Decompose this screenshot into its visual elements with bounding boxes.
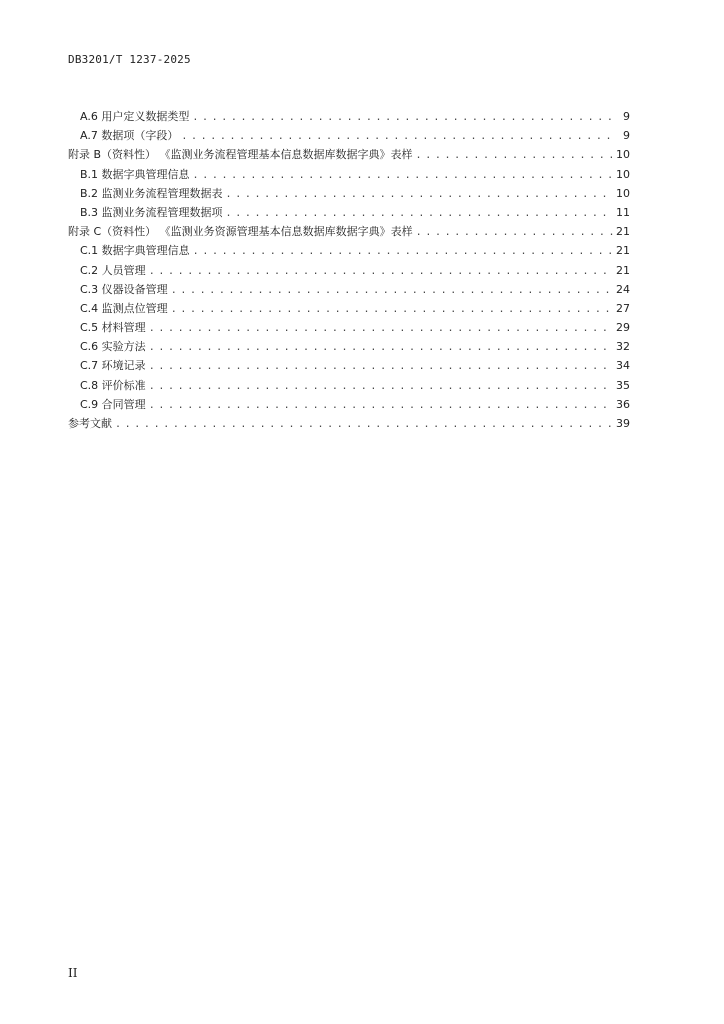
toc-leader-dots bbox=[171, 300, 613, 319]
toc-entry-label: C.7 环境记录 bbox=[80, 359, 146, 373]
toc-entry-label: 参考文献 bbox=[68, 417, 112, 430]
toc-leader-dots bbox=[115, 415, 613, 434]
table-of-contents bbox=[68, 107, 630, 433]
toc-leader-dots bbox=[226, 204, 613, 223]
toc-entry-page: 35 bbox=[616, 378, 630, 392]
toc-entry-page: 32 bbox=[616, 340, 630, 354]
toc-leader-dots bbox=[149, 262, 613, 281]
toc-entry-page: 11 bbox=[616, 205, 630, 219]
toc-entry[interactable] bbox=[68, 222, 630, 241]
toc-entry-page: 21 bbox=[616, 225, 630, 239]
toc-entry-page: 10 bbox=[616, 167, 630, 181]
toc-leader-dots bbox=[193, 166, 613, 185]
toc-leader-dots bbox=[171, 281, 613, 300]
toc-entry-page: 24 bbox=[616, 282, 630, 296]
toc-entry[interactable] bbox=[68, 376, 630, 395]
toc-leader-dots bbox=[149, 377, 613, 396]
toc-entry[interactable] bbox=[68, 107, 630, 126]
toc-entry-label: C.9 合同管理 bbox=[80, 397, 146, 411]
toc-entry[interactable] bbox=[68, 261, 630, 280]
toc-entry[interactable] bbox=[68, 356, 630, 375]
toc-leader-dots bbox=[149, 319, 613, 338]
toc-leader-dots bbox=[149, 396, 613, 415]
toc-entry-page: 27 bbox=[616, 301, 630, 315]
toc-entry-page: 29 bbox=[616, 321, 630, 335]
toc-entry[interactable] bbox=[68, 280, 630, 299]
toc-entry-page: 21 bbox=[616, 263, 630, 277]
toc-entry[interactable] bbox=[68, 241, 630, 260]
toc-entry-label: C.1 数据字典管理信息 bbox=[80, 244, 190, 258]
toc-entry-label: C.6 实验方法 bbox=[80, 340, 146, 354]
toc-entry-label: A.7 数据项（字段） bbox=[80, 129, 179, 143]
toc-entry-label: 附录 C（资料性） 《监测业务资源管理基本信息数据库数据字典》表样 bbox=[68, 225, 413, 239]
toc-entry-label: C.4 监测点位管理 bbox=[80, 301, 168, 315]
toc-entry[interactable] bbox=[68, 145, 630, 164]
toc-leader-dots bbox=[149, 338, 613, 357]
toc-leader-dots bbox=[193, 242, 613, 261]
toc-entry[interactable] bbox=[68, 414, 630, 433]
toc-entry-page: 10 bbox=[616, 186, 630, 200]
toc-entry-label: B.3 监测业务流程管理数据项 bbox=[80, 205, 223, 219]
toc-leader-dots bbox=[192, 108, 613, 127]
toc-leader-dots bbox=[226, 185, 613, 204]
document-code: DB3201/T 1237-2025 bbox=[68, 53, 191, 66]
toc-entry-label: C.8 评价标准 bbox=[80, 378, 146, 392]
toc-entry-page: 10 bbox=[616, 148, 630, 162]
toc-entry[interactable] bbox=[68, 395, 630, 414]
toc-entry[interactable] bbox=[68, 318, 630, 337]
page-number: II bbox=[68, 966, 78, 980]
toc-entry-page: 36 bbox=[616, 397, 630, 411]
toc-entry[interactable] bbox=[68, 184, 630, 203]
toc-entry-page: 9 bbox=[623, 110, 630, 123]
toc-entry[interactable] bbox=[68, 203, 630, 222]
toc-entry-label: B.2 监测业务流程管理数据表 bbox=[80, 186, 223, 200]
toc-entry[interactable] bbox=[68, 337, 630, 356]
toc-entry[interactable] bbox=[68, 299, 630, 318]
toc-leader-dots bbox=[416, 146, 613, 165]
toc-leader-dots bbox=[149, 357, 613, 376]
toc-entry[interactable] bbox=[68, 126, 630, 145]
toc-leader-dots bbox=[416, 223, 613, 242]
toc-entry-page: 9 bbox=[623, 129, 630, 143]
toc-entry-page: 21 bbox=[616, 244, 630, 258]
toc-entry[interactable] bbox=[68, 165, 630, 184]
toc-leader-dots bbox=[181, 127, 613, 146]
toc-entry-label: C.2 人员管理 bbox=[80, 263, 146, 277]
toc-entry-label: C.5 材料管理 bbox=[80, 321, 146, 335]
toc-entry-page: 34 bbox=[616, 359, 630, 373]
toc-entry-page: 39 bbox=[616, 417, 630, 430]
toc-entry-label: A.6 用户定义数据类型 bbox=[80, 110, 190, 123]
toc-entry-label: B.1 数据字典管理信息 bbox=[80, 167, 190, 181]
toc-entry-label: C.3 仪器设备管理 bbox=[80, 282, 168, 296]
toc-entry-label: 附录 B（资料性） 《监测业务流程管理基本信息数据库数据字典》表样 bbox=[68, 148, 413, 162]
